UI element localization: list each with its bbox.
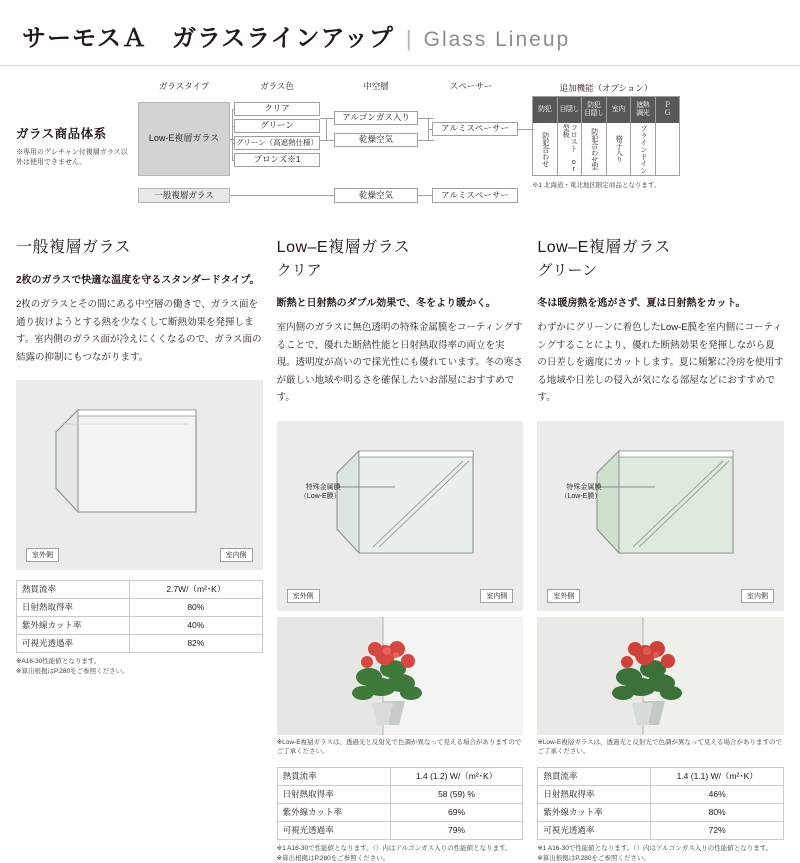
- spec-val-0-2: 40%: [130, 617, 263, 635]
- spec-key-1-3: 可視光透過率: [277, 821, 390, 839]
- col-head-options: 追加機能（オプション）: [559, 83, 653, 93]
- table-row: [17, 617, 263, 635]
- spec-key-1-0: 熱貫流率: [277, 767, 390, 785]
- glass-illustration-1: [277, 421, 524, 611]
- diagram-column-heads: [134, 80, 782, 92]
- col-head-airspace: 中空層: [363, 81, 389, 91]
- diagram-box-dryair: 乾燥空気: [334, 133, 418, 147]
- option-label-0: 防犯合わせ: [541, 131, 549, 167]
- spec-note-2: ※1 A16-30で性能値となります。（）内はアルゴンガス入りの性能値となります。 ※算出根拠はP.280をご参照ください。: [537, 844, 773, 862]
- option-label-3: 格子入り: [615, 135, 623, 163]
- diagram-box-color-green: グリーン: [234, 119, 320, 133]
- diagram-box-lowe-type: Low-E複層ガラス: [138, 102, 230, 176]
- glass-columns: [0, 220, 800, 863]
- table-row: [538, 803, 784, 821]
- glass-photo-1: [277, 617, 524, 735]
- table-row: [17, 599, 263, 617]
- col-head-spacer: スペーサー: [449, 81, 493, 91]
- spec-val-1-0: 1.4 (1.2) W/（m²･K）: [390, 767, 523, 785]
- spec-val-2-0: 1.4 (1.1) W/（m²･K）: [651, 767, 784, 785]
- page-title-ja: サーモスＡ ガラスラインアップ: [22, 25, 394, 52]
- spec-key-0-3: 可視光透過率: [17, 635, 130, 653]
- diagram-options-note: ※1 北海道・東北地区限定商品となります。: [532, 182, 661, 189]
- tag-outside-2: 室外側: [547, 589, 580, 603]
- tag-outside-1: 室外側: [287, 589, 320, 603]
- spec-val-0-1: 80%: [130, 599, 263, 617]
- option-badge-1: 目隠し: [558, 97, 582, 123]
- diagram-box-color-clear: クリア: [234, 102, 320, 116]
- spec-key-2-2: 紫外線カット率: [538, 803, 651, 821]
- option-item-4: [631, 97, 656, 175]
- spec-table-1: [277, 767, 524, 840]
- option-label-4: ブラインドイン: [639, 124, 647, 174]
- spec-note-0: ※A16-30性能値となります。 ※算出根拠はP.280をご参照ください。: [16, 658, 129, 676]
- option-item-2: [582, 97, 607, 175]
- photo-note-1: ※Low-E複層ガラスは、透過光と反射光で色調が異なって見える場合がありますのでご了承ください。: [276, 738, 522, 756]
- column-lead-0: 2枚のガラスで快適な温度を守るスタンダードタイプ。: [16, 275, 260, 286]
- spec-val-0-0: 2.7W/（m²･K）: [130, 581, 263, 599]
- diagram-note: ※専用のグレチャン付複層ガラス以外は使用できません。: [16, 149, 128, 167]
- glass-illustration-2: [537, 421, 784, 611]
- spec-key-2-3: 可視光透過率: [538, 821, 651, 839]
- column-body-2: わずかにグリーンに着色したLow-E膜を室内側にコーティングすることにより、優れた断熱効果を発揮しながら夏の日差しを適度にカットします。夏に頻繁に冷房を使用する地域や日差しの侵入が気になる部屋などにおすすめです。: [537, 322, 784, 404]
- table-row: [277, 767, 523, 785]
- page-header: [0, 0, 800, 66]
- glass-column-lowe-clear: [277, 226, 524, 863]
- option-badge-0: 防犯: [533, 97, 557, 123]
- plant-photo-svg-2: [537, 617, 784, 735]
- column-lead-2: 冬は暖房熱を逃がさず、夏は日射熱をカット。: [537, 298, 746, 309]
- option-label-1: フロスト or 型板: [562, 124, 578, 173]
- glass-illustration-0: [16, 380, 263, 570]
- table-row: [277, 785, 523, 803]
- spec-key-1-1: 日射熱取得率: [277, 785, 390, 803]
- spec-val-1-3: 79%: [390, 821, 523, 839]
- column-title-0: 一般複層ガラス: [16, 239, 132, 256]
- diagram-box-color-green-high: グリーン（高遮熱仕様）: [234, 136, 320, 150]
- option-badge-2: 防犯 目隠し: [582, 97, 606, 123]
- diagram-box-spacer-std: アルミスペーサー: [432, 188, 518, 203]
- spec-table-2: [537, 767, 784, 840]
- spec-table-0: [16, 580, 263, 653]
- column-subtitle-2: グリーン: [537, 262, 598, 279]
- glass-diagram-svg-0: [16, 380, 263, 570]
- spec-key-0-0: 熱貫流率: [17, 581, 130, 599]
- spec-key-1-2: 紫外線カット率: [277, 803, 390, 821]
- column-body-0: 2枚のガラスとその間にある中空層の働きで、ガラス面を通り抜けようとする熱を少なくして断熱効果を発揮します。室内側のガラス面が冷えにくくなるので、ガラス面の結露の抑制にもつながります。: [16, 299, 262, 363]
- option-label-2: 防犯合わせ型: [590, 128, 598, 170]
- page-title-en: Glass Lineup: [423, 28, 571, 51]
- product-system-diagram: [0, 66, 800, 220]
- diagram-box-argon: アルゴンガス入り: [334, 111, 418, 125]
- col-head-glass-color: ガラス色: [260, 81, 294, 91]
- tag-inside-0: 室内側: [220, 548, 253, 562]
- option-item-0: [533, 97, 558, 175]
- diagram-box-dryair-std: 乾燥空気: [334, 188, 418, 203]
- spec-val-2-3: 72%: [651, 821, 784, 839]
- column-subtitle-1: クリア: [276, 262, 322, 279]
- plant-photo-svg-1: [277, 617, 524, 735]
- diagram-chart: [134, 80, 782, 212]
- table-row: [277, 821, 523, 839]
- spec-val-1-2: 69%: [390, 803, 523, 821]
- glass-photo-2: [537, 617, 784, 735]
- diagram-title: ガラス商品体系: [16, 127, 107, 141]
- spec-note-1: ※1 A16-30で性能値となります。（）内はアルゴンガス入りの性能値となります。 ※算出根拠はP.280をご参照ください。: [276, 844, 512, 862]
- column-body-1: 室内側のガラスに無色透明の特殊金属膜をコーティングすることで、優れた断熱性能と日射熱取得率の両立を実現。透明度が高いので採光性にも優れています。冬の寒さが厳しい地域や明るさを確保したいお部屋におすすめです。: [276, 322, 523, 404]
- diagram-box-standard-type: 一般複層ガラス: [138, 188, 230, 203]
- column-title-1: Low–E複層ガラス: [276, 239, 411, 256]
- option-item-5: [656, 97, 680, 175]
- table-row: [538, 821, 784, 839]
- diagram-options-frame: [532, 96, 680, 176]
- glass-diagram-svg-1: [277, 421, 524, 611]
- option-badge-5: Ｐ Ｇ: [656, 97, 680, 123]
- title-separator: |: [405, 26, 412, 51]
- diagram-box-spacer-lowe: アルミスペーサー: [432, 122, 518, 136]
- spec-key-2-1: 日射熱取得率: [538, 785, 651, 803]
- photo-note-2: ※Low-E複層ガラスは、透過光と反射光で色調が異なって見える場合がありますのでご了承ください。: [537, 738, 783, 756]
- option-badge-3: 室内: [607, 97, 631, 123]
- table-row: [538, 767, 784, 785]
- option-label-5: [656, 123, 680, 175]
- col-head-glass-type: ガラスタイプ: [158, 81, 210, 91]
- diagram-box-color-bronze: ブロンズ※1: [234, 153, 320, 167]
- glass-column-lowe-green: [537, 226, 784, 863]
- spec-val-1-1: 58 (59) %: [390, 785, 523, 803]
- table-row: [538, 785, 784, 803]
- table-row: [17, 581, 263, 599]
- spec-key-2-0: 熱貫流率: [538, 767, 651, 785]
- table-row: [277, 803, 523, 821]
- spec-key-0-2: 紫外線カット率: [17, 617, 130, 635]
- spec-val-2-1: 46%: [651, 785, 784, 803]
- option-item-3: [607, 97, 632, 175]
- tag-inside-1: 室内側: [480, 589, 513, 603]
- column-lead-1: 断熱と日射熱のダブル効果で、冬をより暖かく。: [276, 298, 496, 309]
- diagram-left-label: [16, 80, 134, 212]
- glass-column-standard: [16, 226, 263, 863]
- column-title-2: Low–E複層ガラス: [537, 239, 671, 256]
- spec-val-0-3: 82%: [130, 635, 263, 653]
- spec-key-0-1: 日射熱取得率: [17, 599, 130, 617]
- glass-diagram-svg-2: [537, 421, 784, 611]
- option-badge-4: 遮熱 調光: [631, 97, 655, 123]
- table-row: [17, 635, 263, 653]
- callout-metal-film-1: 特殊金属膜 （Low-E膜）: [299, 483, 341, 500]
- callout-metal-film-2: 特殊金属膜 （Low-E膜）: [560, 483, 602, 500]
- spec-val-2-2: 80%: [651, 803, 784, 821]
- option-item-1: [558, 97, 583, 175]
- tag-outside-0: 室外側: [26, 548, 59, 562]
- tag-inside-2: 室内側: [741, 589, 774, 603]
